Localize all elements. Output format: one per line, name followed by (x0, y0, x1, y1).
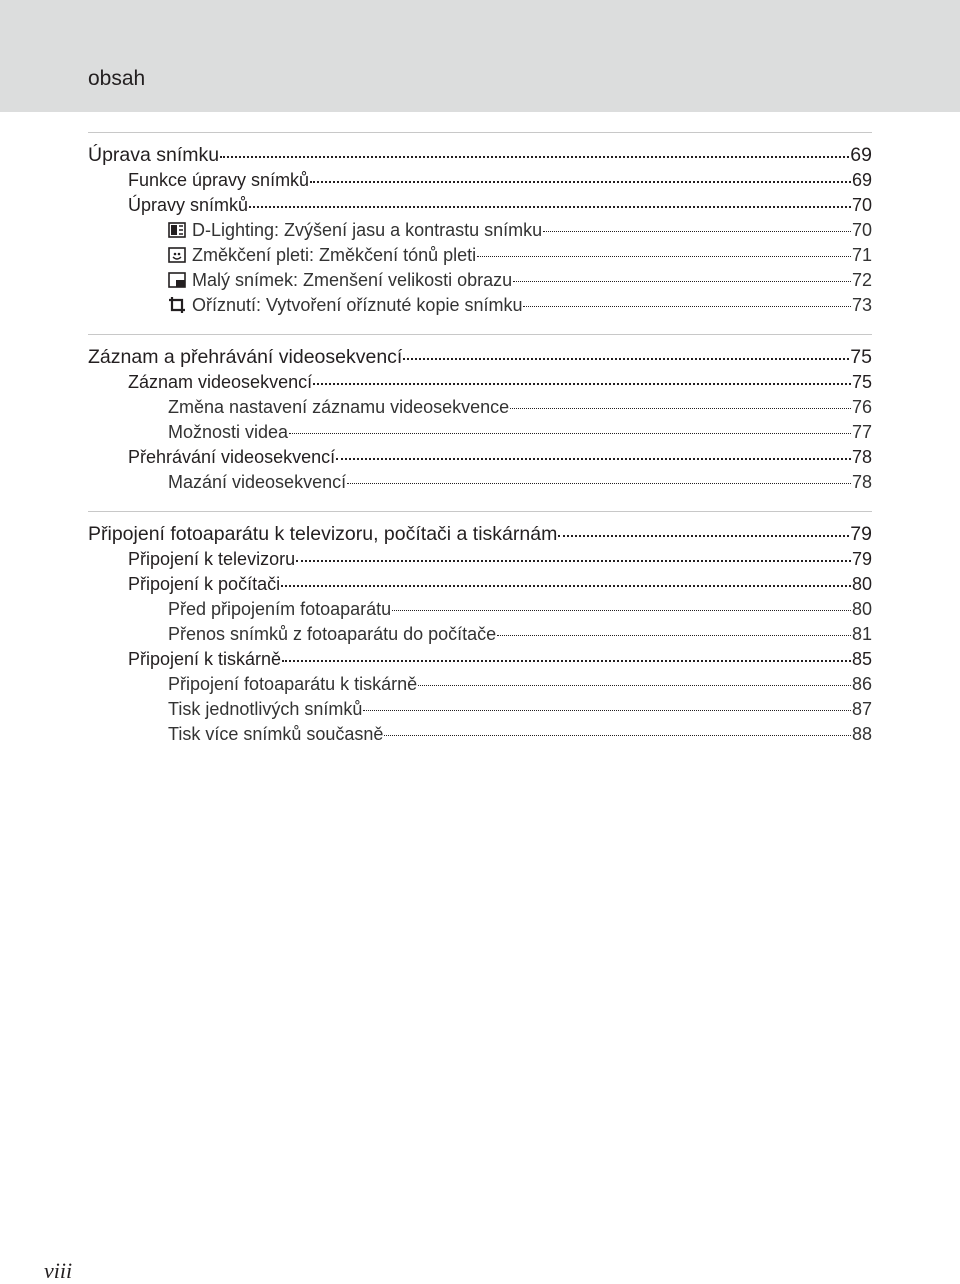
d-lighting-icon (168, 221, 186, 239)
toc-entry-title (168, 597, 391, 622)
toc-page-number: 70 (851, 195, 872, 215)
toc-entry-title (88, 522, 557, 547)
toc-page-number: 76 (851, 397, 872, 417)
toc-page-number: 87 (851, 699, 872, 719)
page-title: obsah (88, 67, 146, 90)
toc-entry-text: Změkčení pleti: Změkčení tónů pleti (192, 245, 477, 265)
toc-entry-level-1[interactable] (88, 345, 872, 370)
toc-entry-level-3[interactable] (88, 470, 872, 495)
toc-page-number: 79 (851, 549, 872, 569)
toc-entry-text: Oříznutí: Vytvoření oříznuté kopie snímku (192, 295, 523, 315)
toc-page-number: 75 (850, 346, 872, 368)
dot-leader (363, 710, 851, 711)
toc-entry-text: Možnosti videa (168, 422, 289, 442)
toc-page-number: 77 (851, 422, 872, 442)
toc-page-number: 85 (851, 649, 872, 669)
toc-entry-text: Mazání videosekvencí (168, 472, 347, 492)
toc-entry-level-2[interactable] (88, 445, 872, 470)
toc-entry-text: Úpravy snímků (128, 195, 249, 215)
dot-leader (220, 156, 849, 158)
toc-page-number: 79 (850, 523, 872, 545)
toc-page-number: 70 (851, 220, 872, 240)
dot-leader (543, 231, 851, 232)
toc-entry-level-1[interactable] (88, 143, 872, 168)
toc-entry-title (128, 572, 280, 597)
toc-entry-level-3[interactable] (88, 243, 872, 268)
toc-entry-text: Malý snímek: Zmenšení velikosti obrazu (192, 270, 513, 290)
toc-page-number: 69 (851, 170, 872, 190)
toc-section (88, 334, 872, 507)
toc-entry-text: Připojení k tiskárně (128, 649, 282, 669)
page-header (0, 0, 960, 112)
toc-entry-title (128, 647, 281, 672)
toc-entry-level-3[interactable] (88, 722, 872, 747)
toc-section (88, 132, 872, 330)
toc-page-number: 73 (851, 295, 872, 315)
toc-entry-title (128, 193, 248, 218)
toc-entry-level-3[interactable] (88, 268, 872, 293)
toc-entry-title (168, 268, 512, 293)
toc-entry-text: Připojení k počítači (128, 574, 281, 594)
toc-entry-level-3[interactable] (88, 622, 872, 647)
toc-entry-level-3[interactable] (88, 697, 872, 722)
toc-entry-title (168, 722, 383, 747)
toc-entry-title (168, 672, 417, 697)
skin-softening-icon (168, 246, 186, 264)
toc-entry-text: Funkce úpravy snímků (128, 170, 310, 190)
dot-leader (313, 383, 851, 385)
toc-page-number: 69 (850, 144, 872, 166)
toc-entry-title (88, 345, 402, 370)
toc-entry-text: D-Lighting: Zvýšení jasu a kontrastu snímku (192, 220, 543, 240)
toc-entry-level-2[interactable] (88, 647, 872, 672)
toc-entry-level-2[interactable] (88, 168, 872, 193)
toc-entry-text: Záznam videosekvencí (128, 372, 313, 392)
toc-entry-text: Před připojením fotoaparátu (168, 599, 392, 619)
toc-entry-level-3[interactable] (88, 597, 872, 622)
toc-section (88, 511, 872, 759)
dot-leader (296, 560, 851, 562)
toc-page-number: 78 (851, 447, 872, 467)
toc-entry-title (168, 395, 509, 420)
toc-page-number: 75 (851, 372, 872, 392)
toc-entry-title (168, 420, 288, 445)
toc-entry-text: Tisk jednotlivých snímků (168, 699, 363, 719)
toc-entry-level-2[interactable] (88, 370, 872, 395)
toc-entry-text: Změna nastavení záznamu videosekvence (168, 397, 510, 417)
dot-leader (403, 358, 849, 360)
dot-leader (497, 635, 851, 636)
dot-leader (558, 535, 849, 537)
dot-leader (384, 735, 851, 736)
dot-leader (289, 433, 851, 434)
dot-leader (249, 206, 851, 208)
dot-leader (477, 256, 851, 257)
toc-entry-title (168, 243, 476, 268)
toc-entry-text: Připojení fotoaparátu k televizoru, počítači a tiskárnám (88, 523, 558, 545)
dot-leader (510, 408, 851, 409)
toc-entry-level-2[interactable] (88, 547, 872, 572)
page-number: viii (44, 1258, 73, 1283)
toc-entry-text: Tisk více snímků současně (168, 724, 384, 744)
toc-entry-title (128, 168, 309, 193)
toc-entry-title (168, 470, 346, 495)
toc-page-number: 80 (851, 599, 872, 619)
toc-entry-text: Úprava snímku (88, 144, 220, 166)
toc-entry-level-3[interactable] (88, 395, 872, 420)
toc-entry-title (128, 370, 312, 395)
toc-page-number: 88 (851, 724, 872, 744)
toc-page-number: 71 (851, 245, 872, 265)
toc-entry-title (168, 622, 496, 647)
toc-entry-title (128, 445, 335, 470)
toc-page-number: 80 (851, 574, 872, 594)
dot-leader (281, 585, 851, 587)
dot-leader (336, 458, 851, 460)
toc-entry-level-3[interactable] (88, 293, 872, 318)
toc-entry-level-1[interactable] (88, 522, 872, 547)
toc-entry-text: Záznam a přehrávání videosekvencí (88, 346, 403, 368)
toc-page-number: 78 (851, 472, 872, 492)
dot-leader (282, 660, 851, 662)
toc-entry-level-3[interactable] (88, 218, 872, 243)
toc-entry-level-3[interactable] (88, 672, 872, 697)
toc-page-number: 72 (851, 270, 872, 290)
toc-entry-text: Připojení fotoaparátu k tiskárně (168, 674, 418, 694)
toc-entry-title (168, 697, 362, 722)
small-picture-icon (168, 271, 186, 289)
toc-entry-title (88, 143, 219, 168)
toc-entry-title (168, 293, 522, 318)
crop-icon (168, 296, 186, 314)
toc-entry-level-3[interactable] (88, 420, 872, 445)
toc-entry-text: Přenos snímků z fotoaparátu do počítače (168, 624, 497, 644)
toc-entry-title (128, 547, 295, 572)
table-of-contents (88, 132, 872, 759)
dot-leader (310, 181, 851, 183)
toc-entry-text: Přehrávání videosekvencí (128, 447, 336, 467)
dot-leader (392, 610, 851, 611)
toc-page-number: 81 (851, 624, 872, 644)
dot-leader (347, 483, 851, 484)
toc-entry-level-2[interactable] (88, 193, 872, 218)
dot-leader (513, 281, 851, 282)
toc-entry-level-2[interactable] (88, 572, 872, 597)
toc-entry-title (168, 218, 542, 243)
toc-page-number: 86 (851, 674, 872, 694)
toc-entry-text: Připojení k televizoru (128, 549, 296, 569)
dot-leader (523, 306, 850, 307)
dot-leader (418, 685, 851, 686)
